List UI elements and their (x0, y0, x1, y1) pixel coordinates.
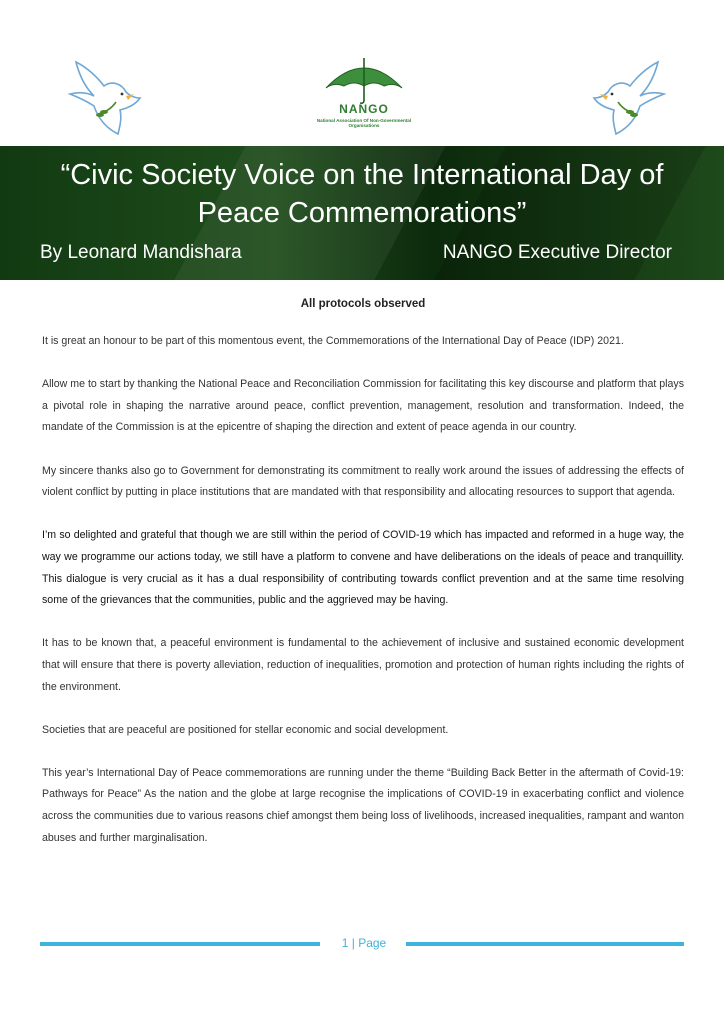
author-role: NANGO Executive Director (442, 242, 672, 263)
author-name: By Leonard Mandishara (40, 242, 242, 263)
letterhead (0, 44, 724, 146)
logo-subtitle: National Association Of Non-Governmental Organisations (316, 118, 412, 129)
page-footer (40, 936, 684, 952)
footer-divider (40, 942, 320, 946)
dove-icon (586, 52, 678, 144)
document-body (42, 298, 684, 871)
paragraph: Societies that are peaceful are positioned for stellar economic and social development. (42, 723, 449, 736)
document-title: “Civic Society Voice on the International Day of Peace Commemorations” (60, 159, 664, 229)
logo-wordmark: NANGO (339, 102, 389, 116)
page-number: 1 | Page (341, 936, 387, 950)
nango-logo (316, 54, 412, 146)
paragraph: My sincere thanks also go to Government for demonstrating its commitment to really work around the issues of addressing the effects of violent conflict by putting in place institutions that are mandated with that responsibility and allocating resources to support that agenda. (42, 464, 684, 499)
paragraph: It has to be known that, a peaceful environment is fundamental to the achievement of inclusive and sustained economic development that will ensure that there is poverty alleviation, reduction of inequalities, promotion and protection of human rights including the rights of the environment. (42, 637, 684, 693)
page-top-margin (0, 0, 724, 44)
umbrella-icon (316, 54, 412, 104)
paragraph: Allow me to start by thanking the National Peace and Reconciliation Commission for facilitating this key discourse and platform that plays a pivotal role in shaping the narrative around peace, conflict prevention, management, resolution and transformation. Indeed, the mandate of the Commission is at the epicentre of shaping the direction and extent of peace agenda in our country. (42, 378, 684, 434)
paragraph: This year’s International Day of Peace commemorations are running under the theme “Building Back Better in the aftermath of Covid-19: Pathways for Peace” As the nation and the globe at large recognise the implications of COVID-19 in exacerbating conflict and violence across the communities due to various reasons chief amongst them being loss of livelihoods, increased inequalities, rampant and wanton abuses and further marginalisation. (42, 766, 684, 844)
paragraph: It is great an honour to be part of this momentous event, the Commemorations of the International Day of Peace (IDP) 2021. (42, 335, 624, 347)
dove-icon (56, 52, 148, 144)
footer-divider (406, 942, 684, 946)
protocols-heading: All protocols observed (300, 298, 426, 310)
title-banner (0, 146, 724, 280)
paragraph: I’m so delighted and grateful that though we are still within the period of COVID-19 which has impacted and reformed in a huge way, the way we programme our actions today, we still have a platform to convene and have deliberations on the ideals of peace and tranquillity. This dialogue is very crucial as it has a dual responsibility of contributing towards conflict prevention and at the same time resolving some of the grievances that the communities, public and the aggrieved may be having. (42, 529, 684, 607)
